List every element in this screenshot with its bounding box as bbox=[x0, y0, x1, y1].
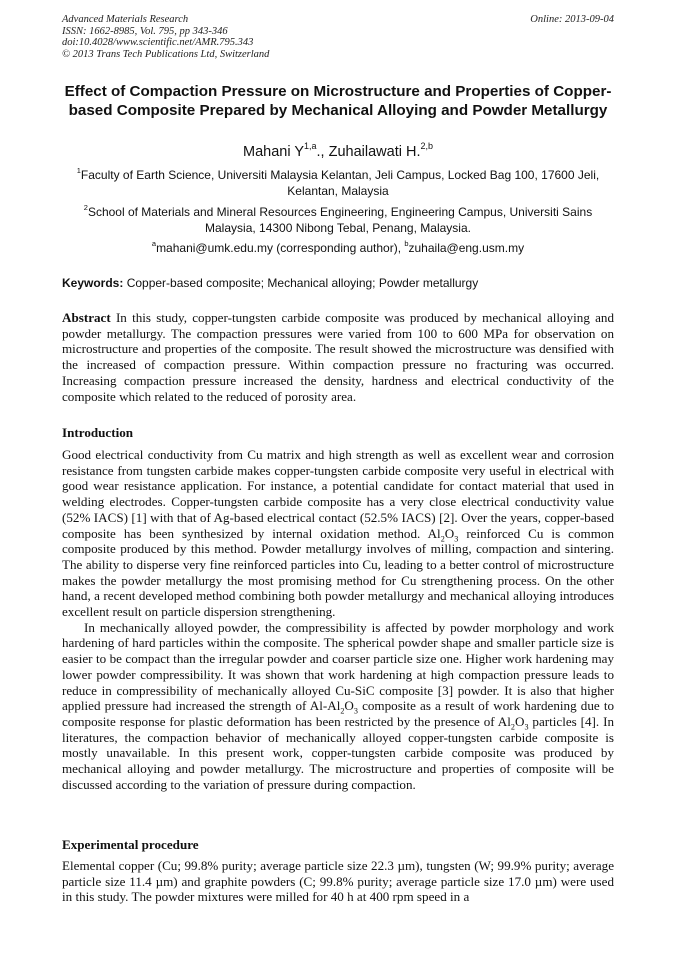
introduction-body bbox=[62, 447, 614, 792]
keywords bbox=[62, 275, 614, 291]
affiliation-1-text: Faculty of Earth Science, Universiti Malaysia Kelantan, Jeli Campus, Locked Bag 100, 17600 Jeli, Kelantan, Malaysia bbox=[80, 168, 600, 198]
journal-copyright: © 2013 Trans Tech Publications Ltd, Switzerland bbox=[62, 48, 270, 60]
intro-p2-sub: 2 bbox=[340, 706, 345, 716]
email-a: mahani@umk.edu.my (corresponding author), bbox=[156, 241, 405, 255]
abstract-text: In this study, copper-tungsten carbide composite was produced by mechanical alloying and powder metallurgy. The compaction pressures were varied from 100 to 600 MPa for observation on microstructure and properties of the composite. The result showed the microstructure was densified with the increased of compaction pressure. Within compaction pressure no fracturing was occurred. Increasing compaction pressure increased the density, hardness and electrical conductivity of the composite which related to the reduced of porosity area. bbox=[62, 310, 614, 404]
experimental-body: Elemental copper (Cu; 99.8% purity; average particle size 22.3 µm), tungsten (W; 99.9% purity; average particle size 11.4 µm) and graphite powders (C; 99.8% purity; average particle size 17.0 µm) were used in this study. The powder mixtures were milled for 40 h at 400 rpm speed in a bbox=[62, 858, 614, 905]
affiliation-2-mark: 2 bbox=[83, 203, 88, 213]
author-line bbox=[62, 143, 614, 161]
intro-p2-sub: 2 bbox=[510, 722, 515, 732]
keywords-text: Copper-based composite; Mechanical alloying; Powder metallurgy bbox=[123, 276, 479, 290]
intro-p1-sub: 3 bbox=[454, 534, 459, 544]
intro-p2-text-c: composite as a result of work hardening due to composite response for plastic deformation has been restricted by the presence of Al bbox=[62, 698, 614, 729]
intro-p2-text-a: In mechanically alloyed powder, the compressibility is affected by powder morphology and work hardening of hard particles within the composite. The spherical powder shape and smaller particle size is easier to be compact than the irregular powder and coarser particle size one. Higher work hardening may lower powder compressibility. It was shown that work hardening at high compaction pressure leads to reduce in compressibility of mechanically alloyed Cu-SiC composite [3] powder. It is also that higher applied pressure had increased the strength of Al-Al bbox=[62, 619, 614, 714]
intro-p2-text-e: particles [4]. In literatures, the compaction behavior of mechanically alloyed copper-tungsten carbide composite is mostly unavailable. In this present work, copper-tungsten carbide composite was produced by mechanical alloying and powder metallurgy. The microstructure and properties of composite will be discussed according to the variation of pressure during compaction. bbox=[62, 713, 614, 792]
email-a-mark: a bbox=[151, 239, 157, 249]
intro-p2-sub: 3 bbox=[353, 706, 358, 716]
intro-p1-text-a: Good electrical conductivity from Cu matrix and high strength as well as excellent wear and corrosion resistance from tungsten carbide makes copper-tungsten carbide composite very useful in electrical with good wear resistance application. For instance, a potential candidate for contact material that used in welding electrodes. Copper-tungsten carbide composite has a very close electrical conductivity value (52% IACS) [1] with that of Ag-based electrical contact (52.5% IACS) [2]. Over the years, copper-based composite has been synthesized by internal oxidation method. Al bbox=[62, 447, 614, 541]
section-heading-experimental: Experimental procedure bbox=[62, 837, 199, 852]
email-line bbox=[62, 240, 614, 256]
section-heading-introduction: Introduction bbox=[62, 425, 134, 440]
email-b-mark: b bbox=[404, 239, 409, 249]
abstract bbox=[62, 310, 614, 404]
keywords-label: Keywords: bbox=[62, 276, 124, 290]
intro-p2-sub: 3 bbox=[524, 722, 529, 732]
abstract-label: Abstract bbox=[62, 310, 111, 325]
intro-p2-text-d: O bbox=[514, 713, 525, 729]
author-1-mark: 1,a bbox=[304, 141, 317, 152]
email-b: zuhaila@eng.usm.my bbox=[408, 241, 525, 255]
online-date: Online: 2013-09-04 bbox=[530, 14, 614, 25]
journal-header bbox=[62, 14, 614, 60]
journal-issn: ISSN: 1662-8985, Vol. 795, pp 343-346 bbox=[62, 25, 228, 37]
intro-p1-text-b: O bbox=[444, 525, 455, 541]
affiliation-1 bbox=[62, 167, 614, 199]
intro-p1-text-c: reinforced Cu is common composite produced by this method. Powder metallurgy involves of milling, compaction and sintering. The ability to disperse very fine reinforced particles into Cu, leading to a better control of microstructure makes the powder metallurgy the most promising method for Cu strengthening process. On the other hand, a recent developed method combining both powder metallurgy and mechanical alloying introduces excellent result on particle dispersion strengthening. bbox=[62, 525, 614, 620]
journal-name: Advanced Materials Research bbox=[62, 14, 189, 25]
intro-paragraph-1 bbox=[62, 447, 614, 620]
intro-paragraph-2 bbox=[62, 620, 614, 793]
affiliation-2-text: School of Materials and Mineral Resources Engineering, Engineering Campus, Universiti Sains Malaysia, 14300 Nibong Tebal, Penang, Malaysia. bbox=[87, 205, 593, 235]
intro-p2-text-b: O bbox=[344, 698, 354, 714]
affiliation-2 bbox=[62, 204, 614, 236]
affiliation-1-mark: 1 bbox=[76, 166, 81, 176]
paper-title: Effect of Compaction Pressure on Microstructure and Properties of Copper-based Composite Prepared by Mechanical Alloying and Powder Metallurgy bbox=[64, 83, 612, 119]
journal-doi: doi:10.4028/www.scientific.net/AMR.795.343 bbox=[62, 37, 254, 48]
author-separator: ., Zuhailawati H. bbox=[316, 144, 421, 160]
intro-p1-sub: 2 bbox=[440, 534, 445, 544]
author-1: Mahani Y bbox=[243, 144, 305, 160]
author-2-mark: 2,b bbox=[420, 141, 433, 152]
